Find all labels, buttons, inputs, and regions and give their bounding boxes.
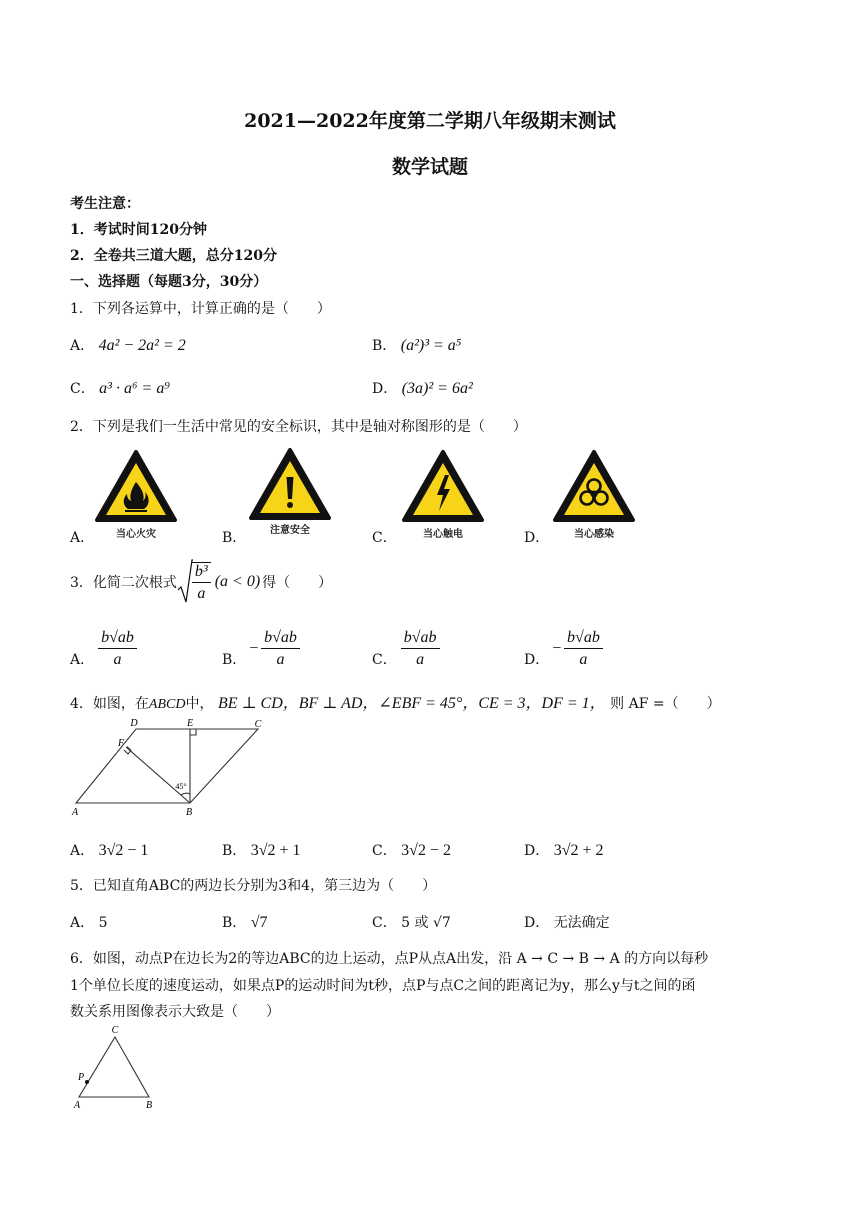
question-1-stem: 1．下列各运算中，计算正确的是（ ） bbox=[70, 301, 331, 317]
question-4-stem bbox=[70, 690, 721, 713]
q4-stem-suffix: 则 AF =（ ） bbox=[610, 696, 721, 712]
fraction-denominator: a bbox=[276, 651, 285, 668]
q3-option-d[interactable] bbox=[524, 629, 603, 669]
sign-safety-warning[interactable] bbox=[248, 447, 332, 539]
option-fraction bbox=[564, 629, 603, 669]
notice-heading: 考生注意： bbox=[70, 196, 140, 212]
fraction-numerator: b√ab bbox=[261, 629, 300, 649]
point-label-p: P bbox=[77, 1072, 85, 1083]
option-expr: a³ · a⁶ = a⁹ bbox=[99, 380, 170, 397]
q3-radicand bbox=[192, 562, 211, 603]
q4-option-a[interactable] bbox=[70, 840, 148, 860]
question-6-line-3: 数关系用图像表示大致是（ ） bbox=[70, 1004, 280, 1020]
option-expr: 3√2 − 2 bbox=[401, 842, 451, 859]
question-5-stem: 5．已知直角ABC的两边长分别为3和4，第三边为（ ） bbox=[70, 878, 437, 894]
option-label: D． bbox=[524, 915, 550, 931]
page-subtitle: 数学试题 bbox=[391, 156, 468, 178]
option-fraction bbox=[261, 629, 300, 669]
q3-option-a[interactable] bbox=[70, 629, 137, 669]
q4-shape: ABCD bbox=[148, 697, 186, 712]
option-expr: 3√2 + 2 bbox=[553, 842, 604, 859]
option-label: A． bbox=[70, 338, 95, 354]
point-label-c: C bbox=[111, 1025, 119, 1036]
option-label: B． bbox=[372, 338, 397, 354]
fraction-denominator: a bbox=[579, 651, 588, 668]
q1-option-d[interactable] bbox=[372, 378, 473, 398]
question-3-stem bbox=[70, 558, 332, 606]
q1-option-a[interactable] bbox=[70, 335, 186, 355]
point-label-b: B bbox=[185, 807, 193, 818]
q2-option-a-label[interactable]: A． bbox=[70, 530, 95, 546]
sign-caption: 当心感染 bbox=[574, 529, 614, 540]
segment-bf bbox=[126, 747, 190, 803]
q3-condition: (a < 0) bbox=[214, 573, 261, 590]
q2-option-c-label[interactable]: C． bbox=[372, 530, 397, 546]
option-label: C． bbox=[372, 843, 397, 859]
point-label-c: C bbox=[254, 719, 262, 730]
option-label: A． bbox=[70, 843, 95, 859]
option-expr: 5 或 √7 bbox=[401, 915, 451, 931]
fraction-denominator: a bbox=[416, 651, 425, 668]
point-label-b: B bbox=[145, 1100, 153, 1111]
sign-electric-shock[interactable] bbox=[401, 449, 485, 543]
point-p-marker bbox=[85, 1080, 89, 1084]
q4-option-d[interactable] bbox=[524, 840, 604, 860]
radical-sign bbox=[177, 558, 193, 606]
fraction-denominator: a bbox=[113, 651, 122, 668]
q5-option-b[interactable] bbox=[222, 912, 268, 932]
q4-stem-mid: 中， bbox=[185, 696, 214, 712]
angle-arc bbox=[181, 793, 190, 795]
question-6-line-1: 6．如图，动点P在边长为2的等边ABC的边上运动，点P从点A出发，沿 A → C → B → A 的方向以每秒 bbox=[70, 951, 709, 967]
option-label: C． bbox=[70, 381, 95, 397]
q3-stem-prefix: 3．化简二次根式 bbox=[70, 575, 177, 591]
question-6-line-2: 1个单位长度的速度运动，如果点P的运动时间为t秒，点P与点C之间的距离记为y，那么y与t之间的函 bbox=[70, 978, 696, 994]
parallelogram-abcd bbox=[76, 729, 258, 803]
point-label-a: A bbox=[71, 807, 79, 818]
option-expr: √7 bbox=[250, 914, 268, 931]
sign-infection-caution[interactable] bbox=[552, 449, 636, 543]
option-label: D． bbox=[524, 652, 550, 668]
q4-option-b[interactable] bbox=[222, 840, 301, 860]
radicand-denominator: a bbox=[197, 584, 206, 602]
right-angle-e bbox=[190, 729, 196, 735]
question-2-stem: 2．下列是我们一生活中常见的安全标识，其中是轴对称图形的是（ ） bbox=[70, 419, 527, 435]
option-label: D． bbox=[372, 381, 398, 397]
q4-option-c[interactable] bbox=[372, 840, 451, 860]
q4-conditions: BE ⊥ CD，BF ⊥ AD，∠EBF = 45°，CE = 3，DF = 1， bbox=[217, 695, 606, 712]
option-label: B． bbox=[222, 843, 247, 859]
option-expr: 3√2 − 1 bbox=[98, 842, 149, 859]
option-label: D． bbox=[524, 843, 550, 859]
option-expr: 无法确定 bbox=[553, 915, 610, 931]
option-label: A． bbox=[70, 652, 95, 668]
notice-item: 2．全卷共三道大题，总分120分 bbox=[70, 248, 277, 264]
option-fraction bbox=[98, 629, 137, 669]
fraction-numerator: b√ab bbox=[401, 629, 440, 649]
sign-caption: 注意安全 bbox=[270, 525, 310, 536]
q2-option-d-label[interactable]: D． bbox=[524, 530, 550, 546]
triangle-abc bbox=[79, 1037, 149, 1097]
q4-stem-prefix: 4．如图，在 bbox=[70, 696, 149, 712]
sign-caption: 当心触电 bbox=[423, 529, 463, 540]
q1-option-c[interactable] bbox=[70, 378, 170, 398]
q3-option-b[interactable] bbox=[222, 629, 300, 669]
q5-option-d[interactable] bbox=[524, 912, 610, 932]
sign-fire-caution[interactable] bbox=[94, 449, 178, 543]
option-label: C． bbox=[372, 915, 397, 931]
option-sign: − bbox=[551, 640, 563, 657]
fraction-numerator: b√ab bbox=[98, 629, 137, 649]
option-fraction bbox=[401, 629, 440, 669]
option-label: C． bbox=[372, 652, 397, 668]
page-title: 2021—2022年度第二学期八年级期末测试 bbox=[244, 110, 616, 132]
section-heading: 一、选择题（每题3分，30分） bbox=[70, 274, 268, 290]
option-expr: 3√2 + 1 bbox=[250, 842, 301, 859]
option-expr: 5 bbox=[98, 915, 108, 931]
parallelogram-figure bbox=[68, 716, 278, 820]
fraction-numerator: b√ab bbox=[564, 629, 603, 649]
notice-item: 1．考试时间120分钟 bbox=[70, 222, 207, 238]
radicand-numerator: b³ bbox=[192, 563, 211, 583]
option-expr: (a²)³ = a⁵ bbox=[400, 337, 462, 354]
option-label: B． bbox=[222, 915, 247, 931]
q3-stem-suffix: 得（ ） bbox=[262, 575, 333, 591]
option-expr: 4a² − 2a² = 2 bbox=[98, 337, 186, 354]
q5-option-c[interactable] bbox=[372, 912, 451, 932]
point-label-e: E bbox=[186, 718, 194, 729]
option-sign: − bbox=[248, 640, 260, 657]
point-label-d: D bbox=[130, 718, 138, 729]
option-label: B． bbox=[222, 652, 247, 668]
q1-option-b[interactable] bbox=[372, 335, 461, 355]
option-label: A． bbox=[70, 915, 95, 931]
q2-option-b-label[interactable]: B． bbox=[222, 530, 247, 546]
point-label-a: A bbox=[73, 1100, 81, 1111]
point-label-f: F bbox=[117, 738, 125, 749]
q3-option-c[interactable] bbox=[372, 629, 440, 669]
angle-label: 45° bbox=[175, 782, 187, 791]
triangle-figure bbox=[68, 1022, 168, 1114]
q5-option-a[interactable] bbox=[70, 912, 108, 932]
option-expr: (3a)² = 6a² bbox=[401, 380, 473, 397]
sign-caption: 当心火灾 bbox=[116, 529, 156, 540]
